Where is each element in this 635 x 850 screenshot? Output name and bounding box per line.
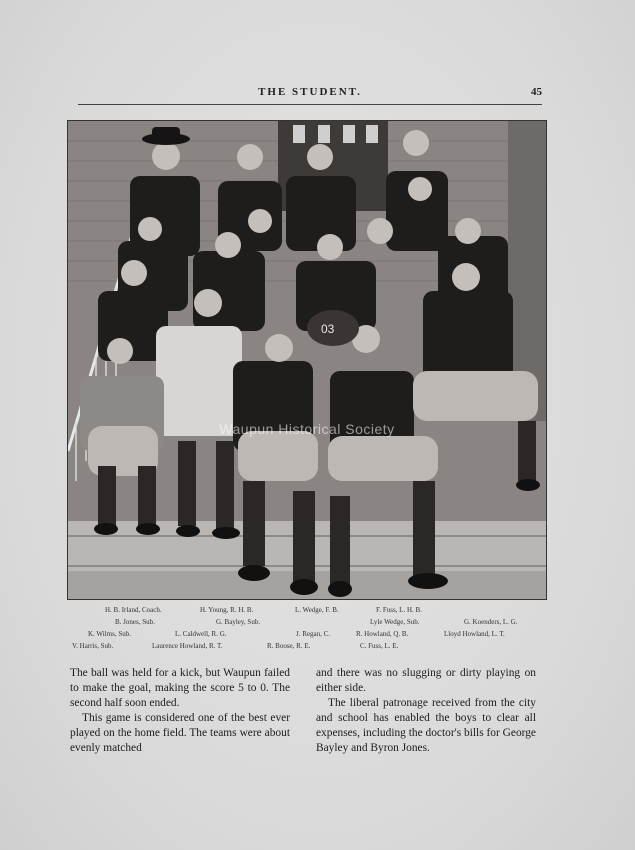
article-paragraph: and there was no slugging or dirty playing on either side. xyxy=(316,667,536,694)
article-column-left xyxy=(70,666,290,756)
ball-marking: 03 xyxy=(321,322,335,336)
photo-caption xyxy=(60,606,560,656)
header-rule xyxy=(78,104,542,105)
team-photo-illustration xyxy=(68,121,546,599)
watermark: Waupun Historical Society xyxy=(219,421,395,437)
caption-name: R. Boose, R. E. xyxy=(267,642,311,650)
caption-name: Laurence Howland, R. T. xyxy=(152,642,223,650)
caption-name: L. Caldwell, R. G. xyxy=(175,630,227,638)
caption-name: Lyle Wedge, Sub. xyxy=(370,618,420,626)
article-paragraph: The liberal patronage received from the city and school has enabled the boys to clear all expenses, including the doctor's bills for George Bayley and Byron Jones. xyxy=(316,697,536,754)
header-title: THE STUDENT. xyxy=(258,86,362,98)
caption-name: J. Regan, C. xyxy=(296,630,331,638)
page-number: 45 xyxy=(531,86,542,98)
caption-name: C. Fuss, L. E. xyxy=(360,642,399,650)
running-header xyxy=(78,86,542,102)
caption-name: K. Wilms, Sub. xyxy=(88,630,131,638)
caption-name: F. Fuss, L. H. B. xyxy=(376,606,422,614)
caption-name: H. B. Irland, Coach. xyxy=(105,606,162,614)
article-column-right xyxy=(316,666,536,756)
caption-name: G. Koenders, L. G. xyxy=(464,618,518,626)
team-photo xyxy=(67,120,547,600)
caption-name: Lloyd Howland, L. T. xyxy=(444,630,505,638)
caption-name: L. Wedge, F. B. xyxy=(295,606,339,614)
caption-name: B. Jones, Sub. xyxy=(115,618,155,626)
caption-name: G. Bayley, Sub. xyxy=(216,618,261,626)
caption-name: V. Harris, Sub. xyxy=(72,642,114,650)
article-paragraph: This game is considered one of the best ever played on the home field. The teams were about evenly matched xyxy=(70,712,290,754)
caption-name: R. Howland, Q. B. xyxy=(356,630,409,638)
article-paragraph: The ball was held for a kick, but Waupun failed to make the goal, making the score 5 to 0. The second half soon ended. xyxy=(70,667,290,709)
caption-name: H. Young, R. H. B. xyxy=(200,606,254,614)
